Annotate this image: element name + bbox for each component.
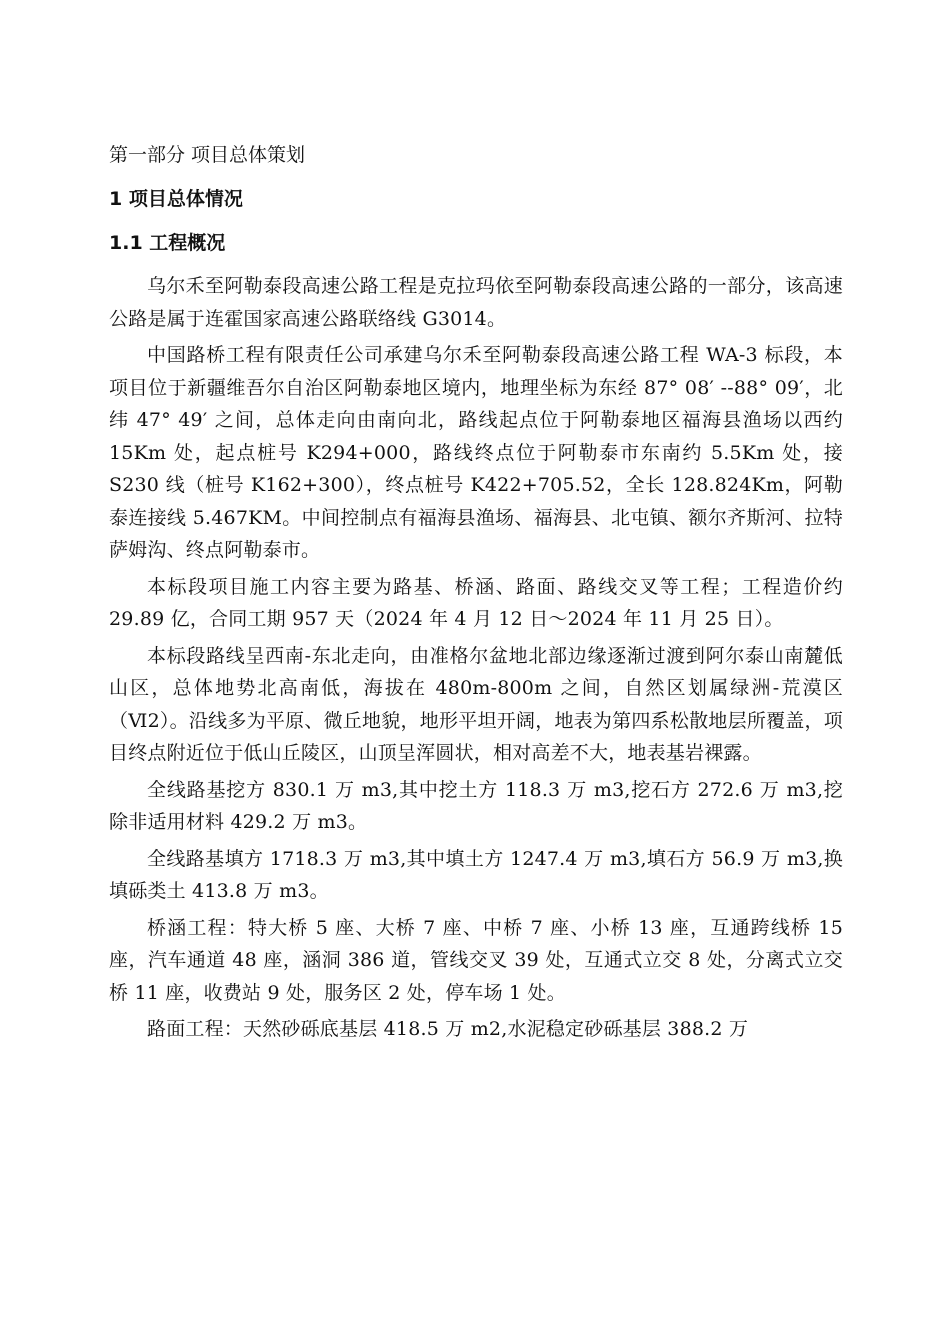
paragraph-excavation: 全线路基挖方 830.1 万 m3,其中挖土方 118.3 万 m3,挖石方 272.6 万 m3,挖除非适用材料 429.2 万 m3。 (109, 778, 843, 833)
paragraph-scope: 本标段项目施工内容主要为路基、桥涵、路面、路线交叉等工程；工程造价约 29.89 亿，合同工期 957 天（2024 年 4 月 12 日～2024 年 11 月 25 日）。 (109, 575, 843, 630)
document-page (109, 140, 843, 1050)
part-title: 第一部分 项目总体策划 (109, 144, 306, 166)
paragraph-pavement: 路面工程：天然砂砾底基层 418.5 万 m2,水泥稳定砂砾基层 388.2 万 (147, 1018, 749, 1040)
paragraph-fill: 全线路基填方 1718.3 万 m3,其中填土方 1247.4 万 m3,填石方 56.9 万 m3,换填砾类土 413.8 万 m3。 (109, 847, 843, 902)
subsection-heading: 1.1 工程概况 (109, 232, 226, 254)
paragraph-overview: 乌尔禾至阿勒泰段高速公路工程是克拉玛依至阿勒泰段高速公路的一部分，该高速公路是属于连霍国家高速公路联络线 G3014。 (109, 275, 843, 330)
section-heading: 1 项目总体情况 (109, 188, 243, 210)
paragraph-location: 中国路桥工程有限责任公司承建乌尔禾至阿勒泰段高速公路工程 WA-3 标段，本项目位于新疆维吾尔自治区阿勒泰地区境内，地理坐标为东经 87° 08′ --88° 09′，北纬 47° 49′ 之间，总体走向由南向北，路线起点位于阿勒泰地区福海县渔场以西约 15Km 处，起点桩号 K294+000，路线终点位于阿勒泰市东南约 5.5Km 处，接 S230 线（桩号 K162+300），终点桩号 K422+705.52，全长 128.824Km，阿勒泰连接线 5.467KM。中间控制点有福海县渔场、福海县、北屯镇、额尔齐斯河、拉特萨姆沟、终点阿勒泰市。 (109, 344, 843, 561)
paragraph-terrain: 本标段路线呈西南-东北走向，由准格尔盆地北部边缘逐渐过渡到阿尔泰山南麓低山区，总体地势北高南低，海拔在 480m-800m 之间，自然区划属绿洲-荒漠区（Ⅵ2）。沿线多为平原、微丘地貌，地形平坦开阔，地表为第四系松散地层所覆盖，项目终点附近位于低山丘陵区，山顶呈浑圆状，相对高差不大，地表基岩裸露。 (109, 644, 843, 764)
paragraph-bridges: 桥涵工程：特大桥 5 座、大桥 7 座、中桥 7 座、小桥 13 座，互通跨线桥 15 座，汽车通道 48 座，涵洞 386 道，管线交叉 39 处，互通式立交 8 处，分离式立交桥 11 座，收费站 9 处，服务区 2 处，停车场 1 处。 (109, 916, 843, 1004)
